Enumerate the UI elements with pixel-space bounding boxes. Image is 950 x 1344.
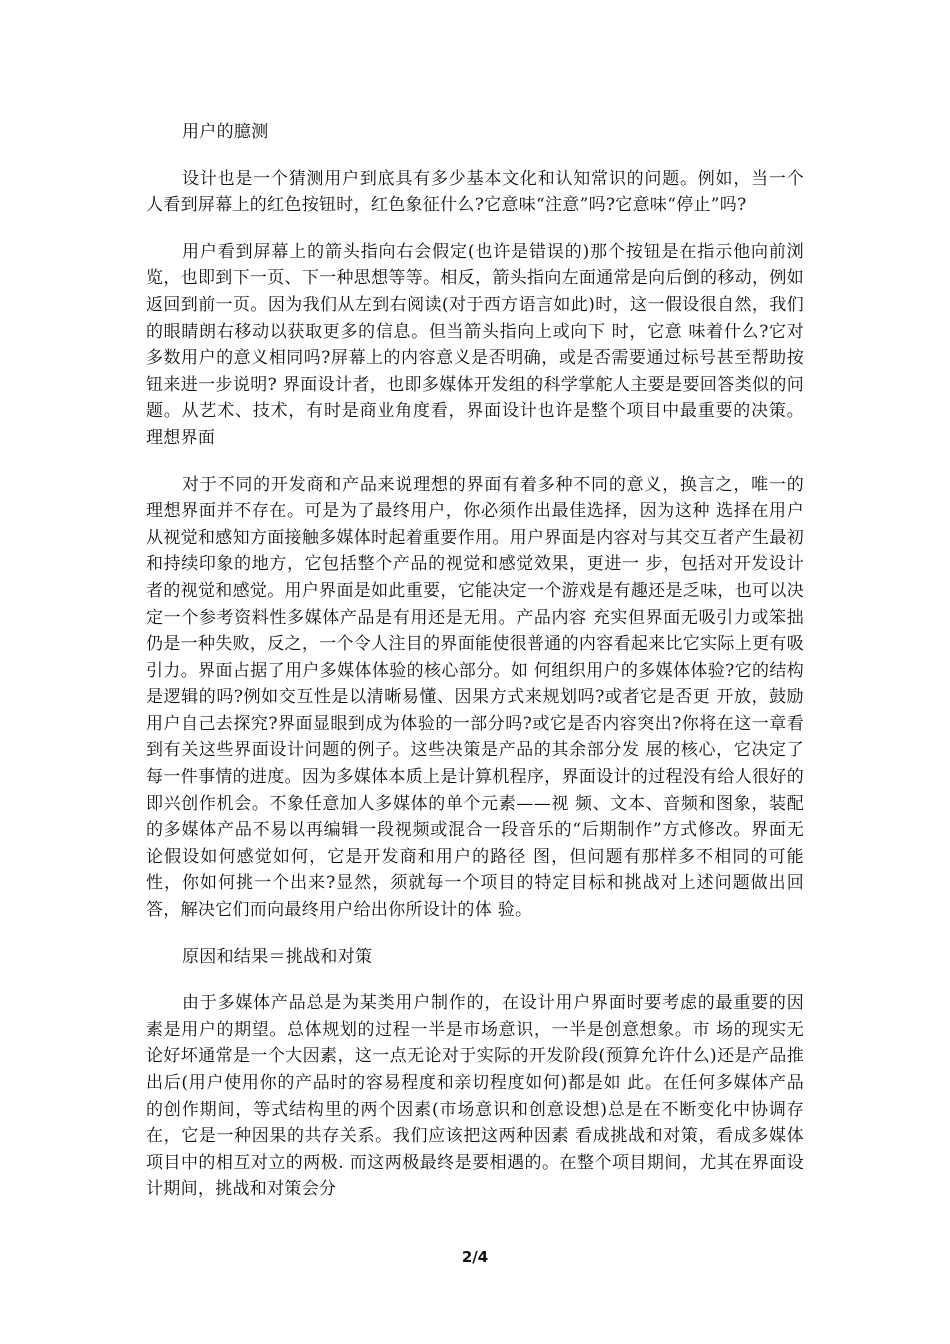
paragraph: 对于不同的开发商和产品来说理想的界面有着多种不同的意义，换言之，唯一的理想界面并不存在。可是为了最终用户，你必须作出最佳选择，因为这种 选择在用户从视觉和感知方面接触多媒体时起着重要作用。用户界面是内容对与其交互者产生最初和持续印象的地方，它包括整个产品的视觉和感觉效果，更进一 步，包括对开发设计者的视觉和感觉。用户界面是如此重要，它能决定一个游戏是有趣还是乏味，也可以决定一个参考资料性多媒体产品是有用还是无用。产品内容 充实但界面无吸引力或笨拙仍是一种失败，反之，一个令人注目的界面能使很普通的内容看起来比它实际上更有吸引力。界面占据了用户多媒体体验的核心部分。如 何组织用户的多媒体体验?它的结构是逻辑的吗?例如交互性是以清晰易懂、因果方式来规划吗?或者它是否更 开放，鼓励用户自己去探究?界面显眼到成为体验的一部分吗?或它是否内容突出?你将在这一章看到有关这些界面设计问题的例子。这些决策是产品的其余部分发 展的核心，它决定了每一件事情的进度。因为多媒体本质上是计算机程序，界面设计的过程没有给人很好的即兴创作机会。不象任意加人多媒体的单个元素——视 频、文本、音频和图象，装配的多媒体产品不易以再编辑一段视频或混合一段音乐的“后期制作”方式修改。界面无论假设如何感觉如何，它是开发商和用户的路径 图，但问题有那样多不相同的可能性，你如何挑一个出来?显然，须就每一个项目的特定目标和挑战对上述问题做出回答，解决它们而向最终用户给出你所设计的体 验。 [146,474,804,921]
paragraph: 用户看到屏幕上的箭头指向右会假定(也许是错误的)那个按钮是在指示他向前浏览，也即到下一页、下一种思想等等。相反，箭头指向左面通常是向后倒的移动，例如返回到前一页。因为我们从左到右阅读(对于西方语言如此)时，这一假设很自然，我们的眼睛朗右移动以获取更多的信息。但当箭头指向上或向下 时，它意 味着什么?它对多数用户的意义相同吗?屏幕上的内容意义是否明确，或是否需要通过标号甚至帮助按钮来进一步说明? 界面设计者，也即多媒体开发组的科学掌舵人主要是要回答类似的问题。从艺术、技术，有时是商业角度看，界面设计也许是整个项目中最重要的决策。 理想界面 [146,241,804,448]
section-heading: 原因和结果＝挑战和对策 [182,946,373,967]
page-separator: / [472,1248,478,1266]
body-text [146,119,804,1223]
paragraph: 由于多媒体产品总是为某类用户制作的，在设计用户界面时要考虑的最重要的因素是用户的期望。总体规划的过程一半是市场意识，一半是创意想象。市 场的现实无论好坏通常是一个大因素，这一点无论对于实际的开发阶段(预算允许什么)还是产品推出后(用户使用你的产品时的容易程度和亲切程度如何)都是如 此。在任何多媒体产品的创作期间，等式结构里的两个因素(市场意识和创意设想)总是在不断变化中协调存在，它是一种因果的共存关系。我们应该把这两种因素 看成挑战和对策，看成多媒体项目中的相互对立的两极. 而这两极最终是要相遇的。在整个项目期间，尤其在界面设计期间，挑战和对策会分 [146,993,804,1200]
page-current: 2 [461,1248,473,1266]
page-number [0,1248,950,1266]
page-total: 4 [477,1248,489,1266]
paragraph: 设计也是一个猜测用户到底具有多少基本文化和认知常识的问题。例如，当一个人看到屏幕上的红色按钮时，红色象征什么?它意味“注意”吗?它意味“停止”吗? [146,168,804,216]
section-heading: 用户的臆测 [182,122,269,142]
